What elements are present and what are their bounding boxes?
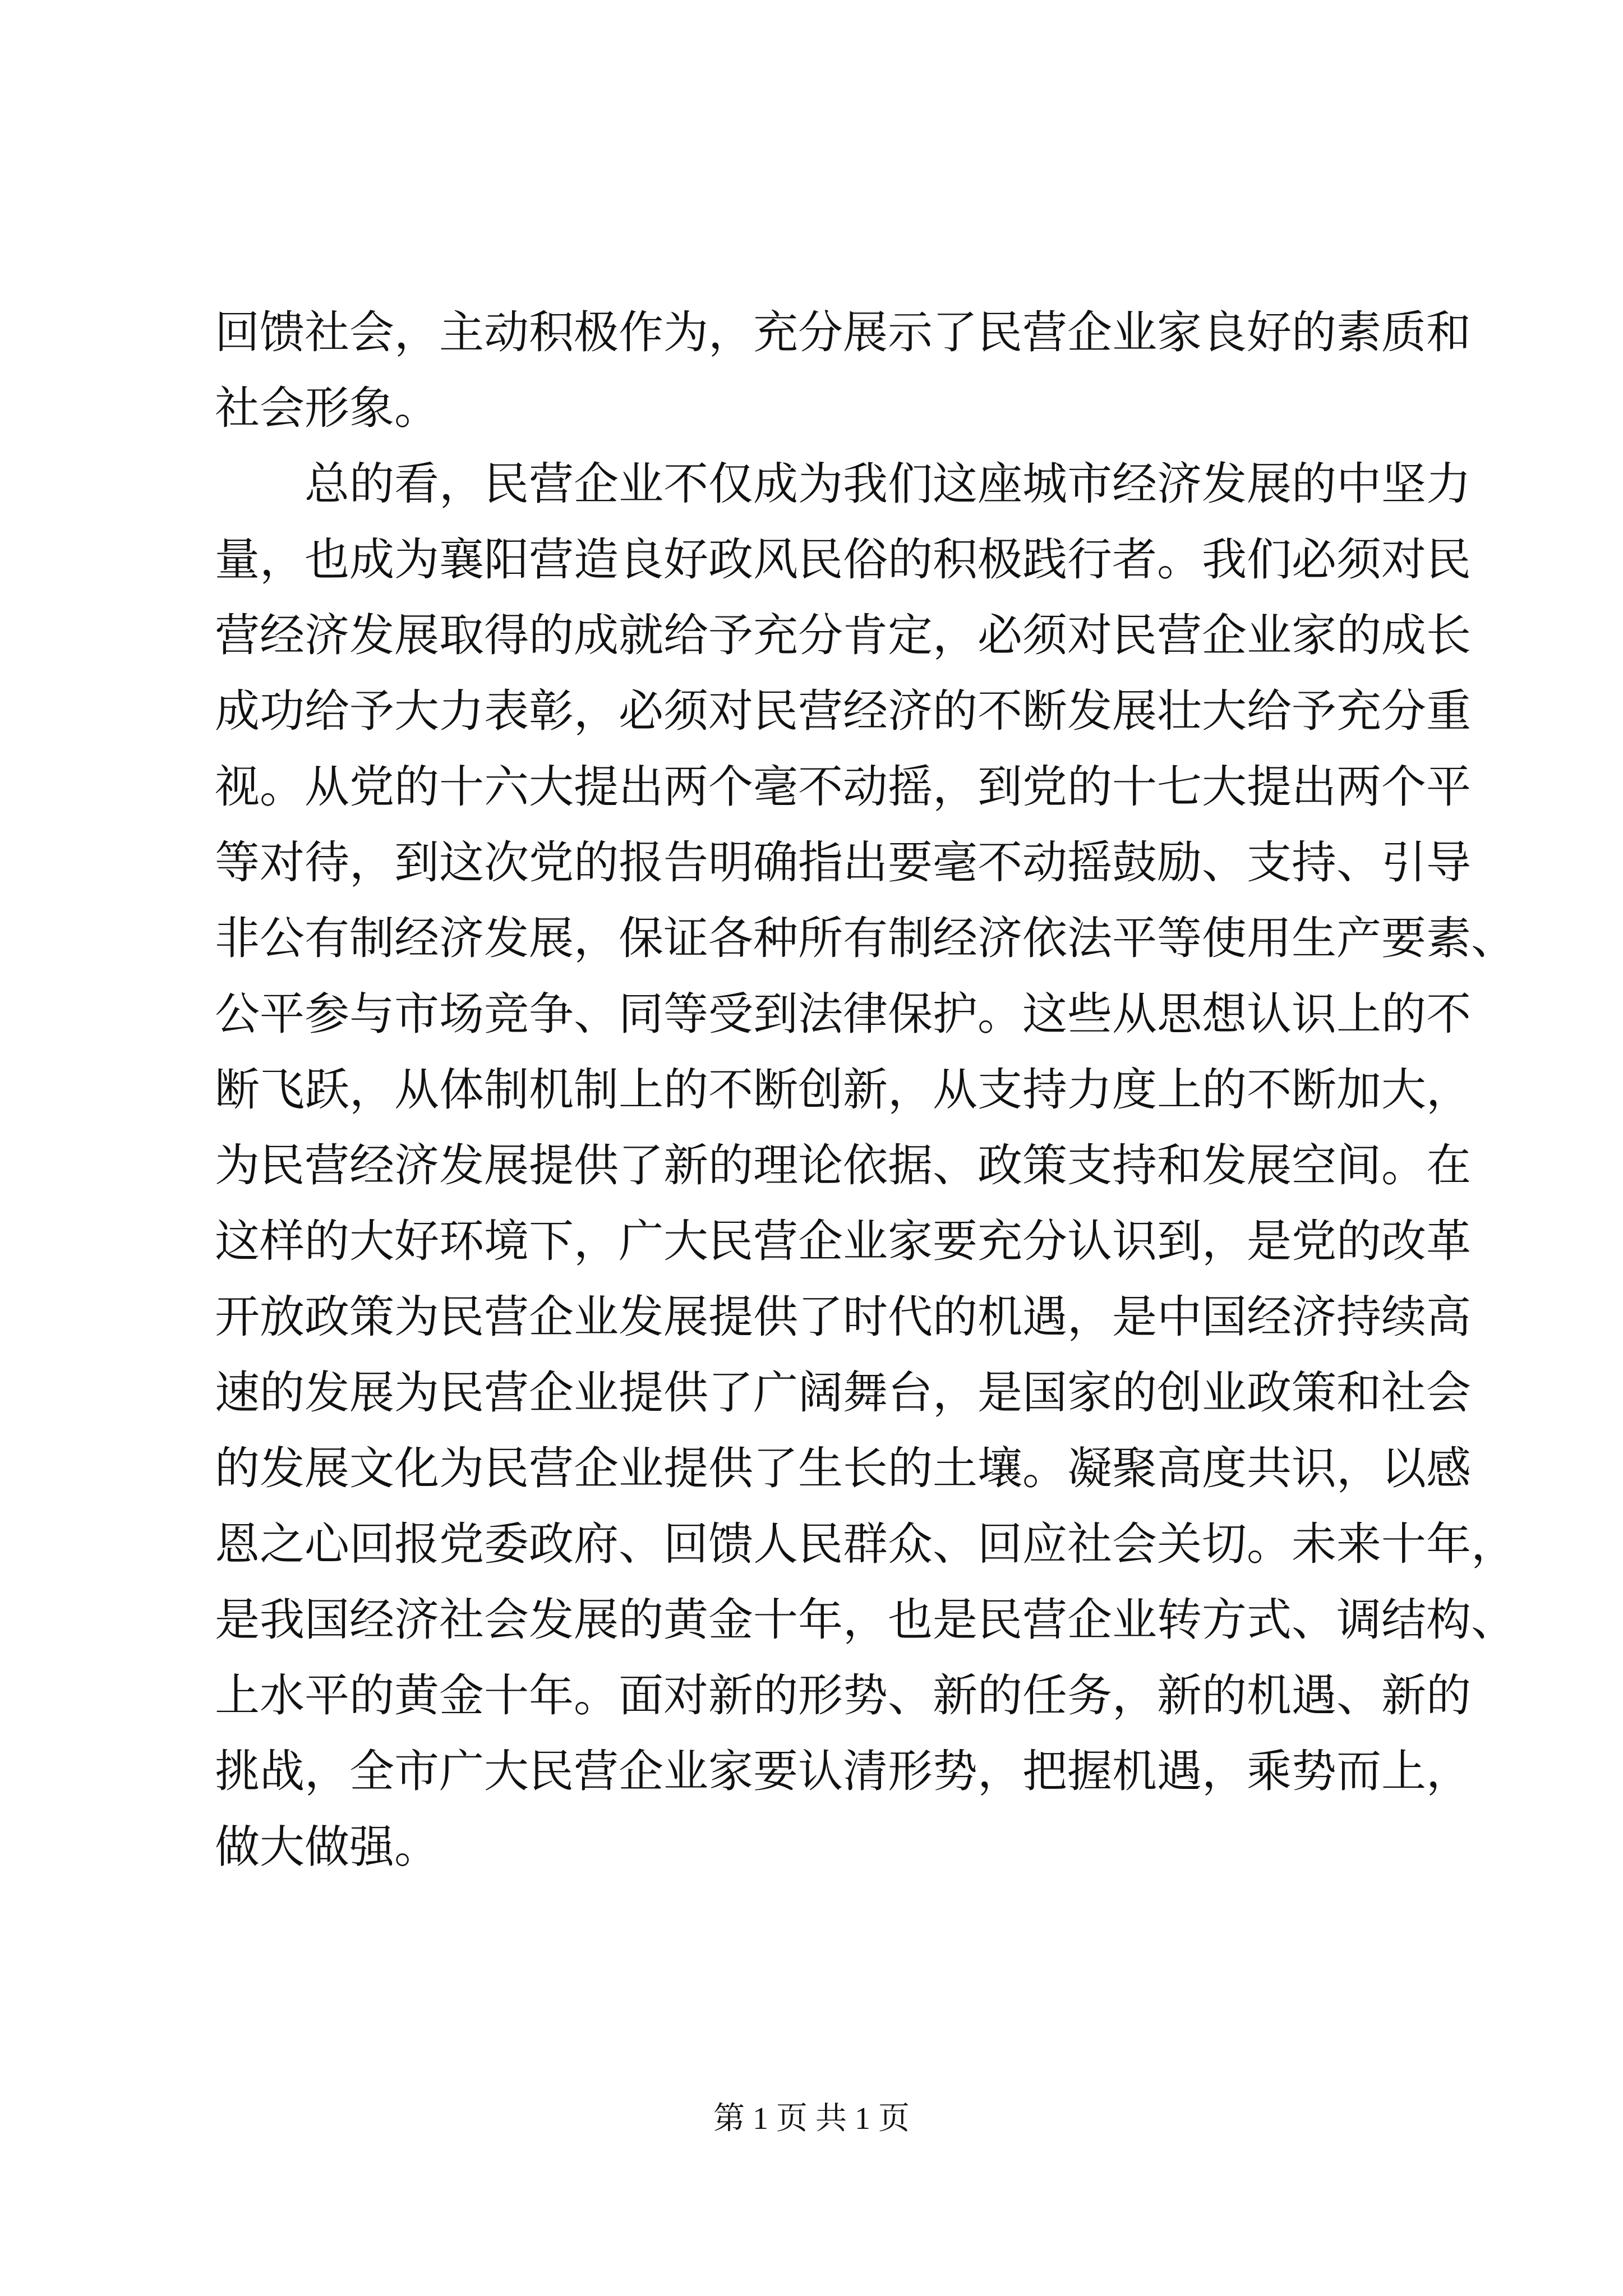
text-line: 上水平的黄金十年。面对新的形势、新的任务，新的机遇、新的 [215, 1669, 1471, 1722]
text-line: 开放政策为民营企业发展提供了时代的机遇，是中国经济持续高 [215, 1291, 1471, 1343]
paragraph [215, 295, 1471, 446]
page-footer: 第 1 页 共 1 页 [713, 2101, 910, 2136]
text-line: 等对待，到这次党的报告明确指出要毫不动摇鼓励、支持、引导 [215, 836, 1471, 889]
paragraph [215, 446, 1516, 1885]
text-line: 成功给予大力表彰，必须对民营经济的不断发展壮大给予充分重 [215, 685, 1471, 737]
text-line: 的发展文化为民营企业提供了生长的土壤。凝聚高度共识，以感 [215, 1442, 1471, 1494]
text-line: 挑战，全市广大民营企业家要认清形势，把握机遇，乘势而上， [215, 1745, 1471, 1797]
text-line: 社会形象。 [215, 382, 439, 434]
text-line: 恩之心回报党委政府、回馈人民群众、回应社会关切。未来十年， [215, 1518, 1516, 1570]
text-line: 回馈社会，主动积极作为，充分展示了民营企业家良好的素质和 [215, 306, 1471, 358]
text-line: 视。从党的十六大提出两个毫不动摇，到党的十七大提出两个平 [215, 761, 1471, 813]
text-line: 做大做强。 [215, 1821, 439, 1873]
text-line: 公平参与市场竞争、同等受到法律保护。这些从思想认识上的不 [215, 988, 1471, 1040]
text-line: 量，也成为襄阳营造良好政风民俗的积极践行者。我们必须对民 [215, 533, 1471, 586]
text-line: 这样的大好环境下，广大民营企业家要充分认识到，是党的改革 [215, 1215, 1471, 1267]
text-line: 速的发展为民营企业提供了广阔舞台，是国家的创业政策和社会 [215, 1366, 1471, 1419]
document-body [215, 295, 1516, 1885]
text-line: 非公有制经济发展，保证各种所有制经济依法平等使用生产要素、 [215, 912, 1516, 964]
text-line: 是我国经济社会发展的黄金十年，也是民营企业转方式、调结构、 [215, 1594, 1516, 1646]
text-line: 断飞跃，从体制机制上的不断创新，从支持力度上的不断加大， [215, 1064, 1471, 1116]
text-line: 总的看，民营企业不仅成为我们这座城市经济发展的中坚力 [305, 458, 1471, 510]
text-line: 为民营经济发展提供了新的理论依据、政策支持和发展空间。在 [215, 1139, 1471, 1191]
text-line: 营经济发展取得的成就给予充分肯定，必须对民营企业家的成长 [215, 609, 1471, 661]
